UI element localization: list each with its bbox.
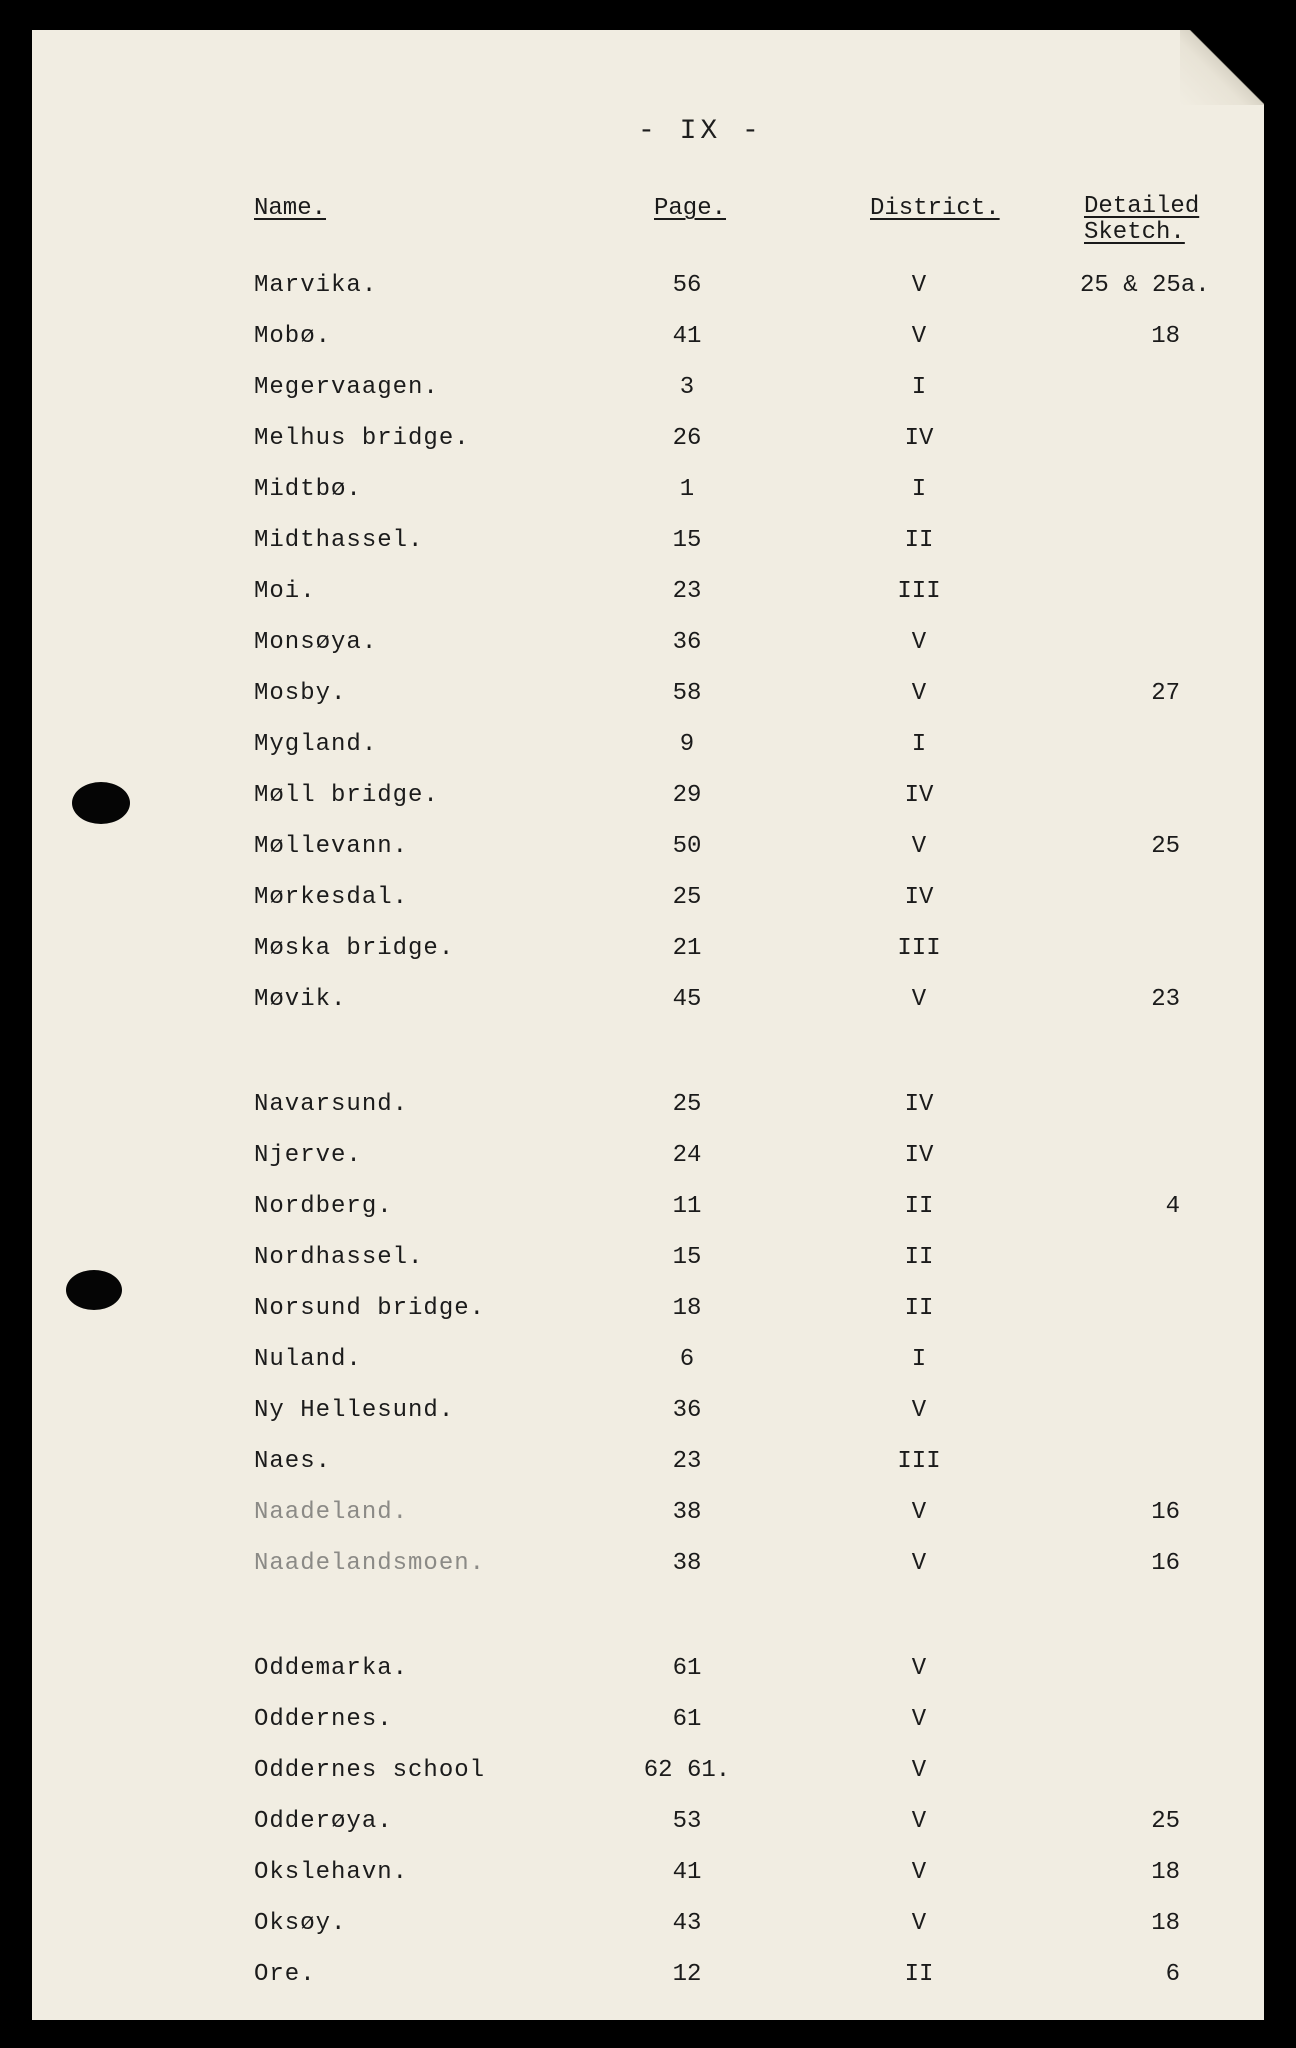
table-row <box>0 927 1296 967</box>
entry-sketch: 4 <box>1165 1193 1180 1220</box>
page-number: - IX - <box>638 116 763 147</box>
entry-district: III <box>897 935 941 962</box>
table-row <box>0 1134 1296 1174</box>
table-row <box>0 1902 1296 1942</box>
entry-district: IV <box>904 782 934 809</box>
entry-district: V <box>911 1550 927 1577</box>
entry-page: 11 <box>672 1193 702 1220</box>
table-row <box>0 1953 1296 1993</box>
entry-district: II <box>904 1244 934 1271</box>
entry-name: Megervaagen. <box>254 374 439 401</box>
entry-name: Melhus bridge. <box>254 425 470 452</box>
entry-name: Ny Hellesund. <box>254 1397 455 1424</box>
entry-name: Mørkesdal. <box>254 884 409 911</box>
entry-name: Møvik. <box>254 986 347 1013</box>
table-row <box>0 1440 1296 1480</box>
entry-name: Midtbø. <box>254 476 362 503</box>
table-row <box>0 570 1296 610</box>
entry-district: V <box>911 323 927 350</box>
entry-district: II <box>904 527 934 554</box>
entry-page: 50 <box>672 833 702 860</box>
entry-district: V <box>911 629 927 656</box>
entry-district: V <box>911 272 927 299</box>
table-row <box>0 1287 1296 1327</box>
header-detailed-sketch: Detailed Sketch. <box>1084 193 1200 246</box>
table-row <box>0 1647 1296 1687</box>
entry-page: 1 <box>679 476 695 503</box>
entry-name: Oddernes. <box>254 1706 393 1733</box>
table-row <box>0 978 1296 1018</box>
table-row <box>0 1542 1296 1582</box>
table-row <box>0 1749 1296 1789</box>
entry-page: 15 <box>672 527 702 554</box>
entry-district: V <box>911 1706 927 1733</box>
entry-district: II <box>904 1193 934 1220</box>
entry-district: III <box>897 1448 941 1475</box>
entry-name: Naadeland. <box>254 1499 409 1526</box>
entry-page: 29 <box>672 782 702 809</box>
entry-name: Norsund bridge. <box>254 1295 486 1322</box>
entry-district: I <box>911 731 927 758</box>
entry-page: 38 <box>672 1499 702 1526</box>
entry-page: 61 <box>672 1706 702 1733</box>
table-row <box>0 876 1296 916</box>
table-row <box>0 417 1296 457</box>
entry-sketch: 18 <box>1151 1910 1180 1937</box>
entry-district: IV <box>904 1091 934 1118</box>
entry-page: 15 <box>672 1244 702 1271</box>
entry-district: V <box>911 680 927 707</box>
entry-page: 38 <box>672 1550 702 1577</box>
entry-name: Navarsund. <box>254 1091 409 1118</box>
entry-page: 23 <box>672 1448 702 1475</box>
entry-page: 58 <box>672 680 702 707</box>
entry-district: IV <box>904 884 934 911</box>
entry-page: 26 <box>672 425 702 452</box>
entry-page: 53 <box>672 1808 702 1835</box>
table-row <box>0 1698 1296 1738</box>
entry-district: V <box>911 1499 927 1526</box>
entry-sketch: 16 <box>1151 1550 1180 1577</box>
entry-name: Mobø. <box>254 323 332 350</box>
entry-page: 25 <box>672 1091 702 1118</box>
table-row <box>0 1236 1296 1276</box>
entry-district: V <box>911 1397 927 1424</box>
entry-sketch: 16 <box>1151 1499 1180 1526</box>
entry-name: Moi. <box>254 578 316 605</box>
table-row <box>0 774 1296 814</box>
entry-name: Njerve. <box>254 1142 362 1169</box>
entry-name: Mosby. <box>254 680 347 707</box>
table-row <box>0 264 1296 304</box>
entry-page: 6 <box>679 1346 695 1373</box>
entry-district: V <box>911 1859 927 1886</box>
table-row <box>0 723 1296 763</box>
entry-name: Oddemarka. <box>254 1655 409 1682</box>
entry-name: Monsøya. <box>254 629 378 656</box>
entry-page: 62 61. <box>643 1757 731 1784</box>
table-row <box>0 1800 1296 1840</box>
entry-district: I <box>911 476 927 503</box>
entry-sketch: 25 <box>1151 1808 1180 1835</box>
table-row <box>0 315 1296 355</box>
entry-sketch: 23 <box>1151 986 1180 1013</box>
entry-page: 36 <box>672 1397 702 1424</box>
table-row <box>0 1083 1296 1123</box>
entry-district: V <box>911 1655 927 1682</box>
table-row <box>0 621 1296 661</box>
table-row <box>0 468 1296 508</box>
entry-name: Okslehavn. <box>254 1859 409 1886</box>
entry-page: 25 <box>672 884 702 911</box>
entry-sketch: 27 <box>1151 680 1180 707</box>
entry-district: IV <box>904 1142 934 1169</box>
entry-page: 41 <box>672 323 702 350</box>
entry-district: IV <box>904 425 934 452</box>
entry-page: 45 <box>672 986 702 1013</box>
entry-page: 3 <box>679 374 695 401</box>
entry-name: Oksøy. <box>254 1910 347 1937</box>
entry-name: Ore. <box>254 1961 316 1988</box>
entry-name: Møllevann. <box>254 833 409 860</box>
entry-name: Naes. <box>254 1448 332 1475</box>
entry-sketch: 18 <box>1151 323 1180 350</box>
entry-page: 21 <box>672 935 702 962</box>
entry-district: V <box>911 1757 927 1784</box>
entry-sketch: 18 <box>1151 1859 1180 1886</box>
entry-name: Mygland. <box>254 731 378 758</box>
entry-district: I <box>911 374 927 401</box>
entry-name: Nordhassel. <box>254 1244 424 1271</box>
entry-name: Møska bridge. <box>254 935 455 962</box>
entry-page: 61 <box>672 1655 702 1682</box>
table-row <box>0 1389 1296 1429</box>
folded-corner <box>1180 30 1264 105</box>
entry-page: 43 <box>672 1910 702 1937</box>
header-name: Name. <box>254 195 327 222</box>
entry-name: Naadelandsmoen. <box>254 1550 486 1577</box>
entry-name: Midthassel. <box>254 527 424 554</box>
table-row <box>0 1338 1296 1378</box>
entry-page: 23 <box>672 578 702 605</box>
entry-name: Møll bridge. <box>254 782 439 809</box>
entry-page: 18 <box>672 1295 702 1322</box>
entry-name: Odderøya. <box>254 1808 393 1835</box>
entry-sketch: 6 <box>1165 1961 1180 1988</box>
entry-page: 24 <box>672 1142 702 1169</box>
header-page: Page. <box>654 195 727 222</box>
table-row <box>0 366 1296 406</box>
entry-page: 12 <box>672 1961 702 1988</box>
table-row <box>0 1185 1296 1225</box>
entry-district: V <box>911 1910 927 1937</box>
entry-name: Nordberg. <box>254 1193 393 1220</box>
table-row <box>0 1491 1296 1531</box>
entry-sketch: 25 & 25a. <box>1080 272 1210 299</box>
entry-page: 9 <box>679 731 695 758</box>
table-row <box>0 672 1296 712</box>
table-row <box>0 1851 1296 1891</box>
entry-page: 56 <box>672 272 702 299</box>
entry-district: II <box>904 1961 934 1988</box>
entry-district: II <box>904 1295 934 1322</box>
entry-district: I <box>911 1346 927 1373</box>
entry-district: III <box>897 578 941 605</box>
table-row <box>0 519 1296 559</box>
entry-district: V <box>911 986 927 1013</box>
entry-name: Marvika. <box>254 272 378 299</box>
entry-name: Oddernes school <box>254 1757 486 1784</box>
entry-district: V <box>911 1808 927 1835</box>
entry-page: 36 <box>672 629 702 656</box>
entry-district: V <box>911 833 927 860</box>
entry-page: 41 <box>672 1859 702 1886</box>
header-district: District. <box>870 195 1000 222</box>
entry-sketch: 25 <box>1151 833 1180 860</box>
entry-name: Nuland. <box>254 1346 362 1373</box>
table-row <box>0 825 1296 865</box>
